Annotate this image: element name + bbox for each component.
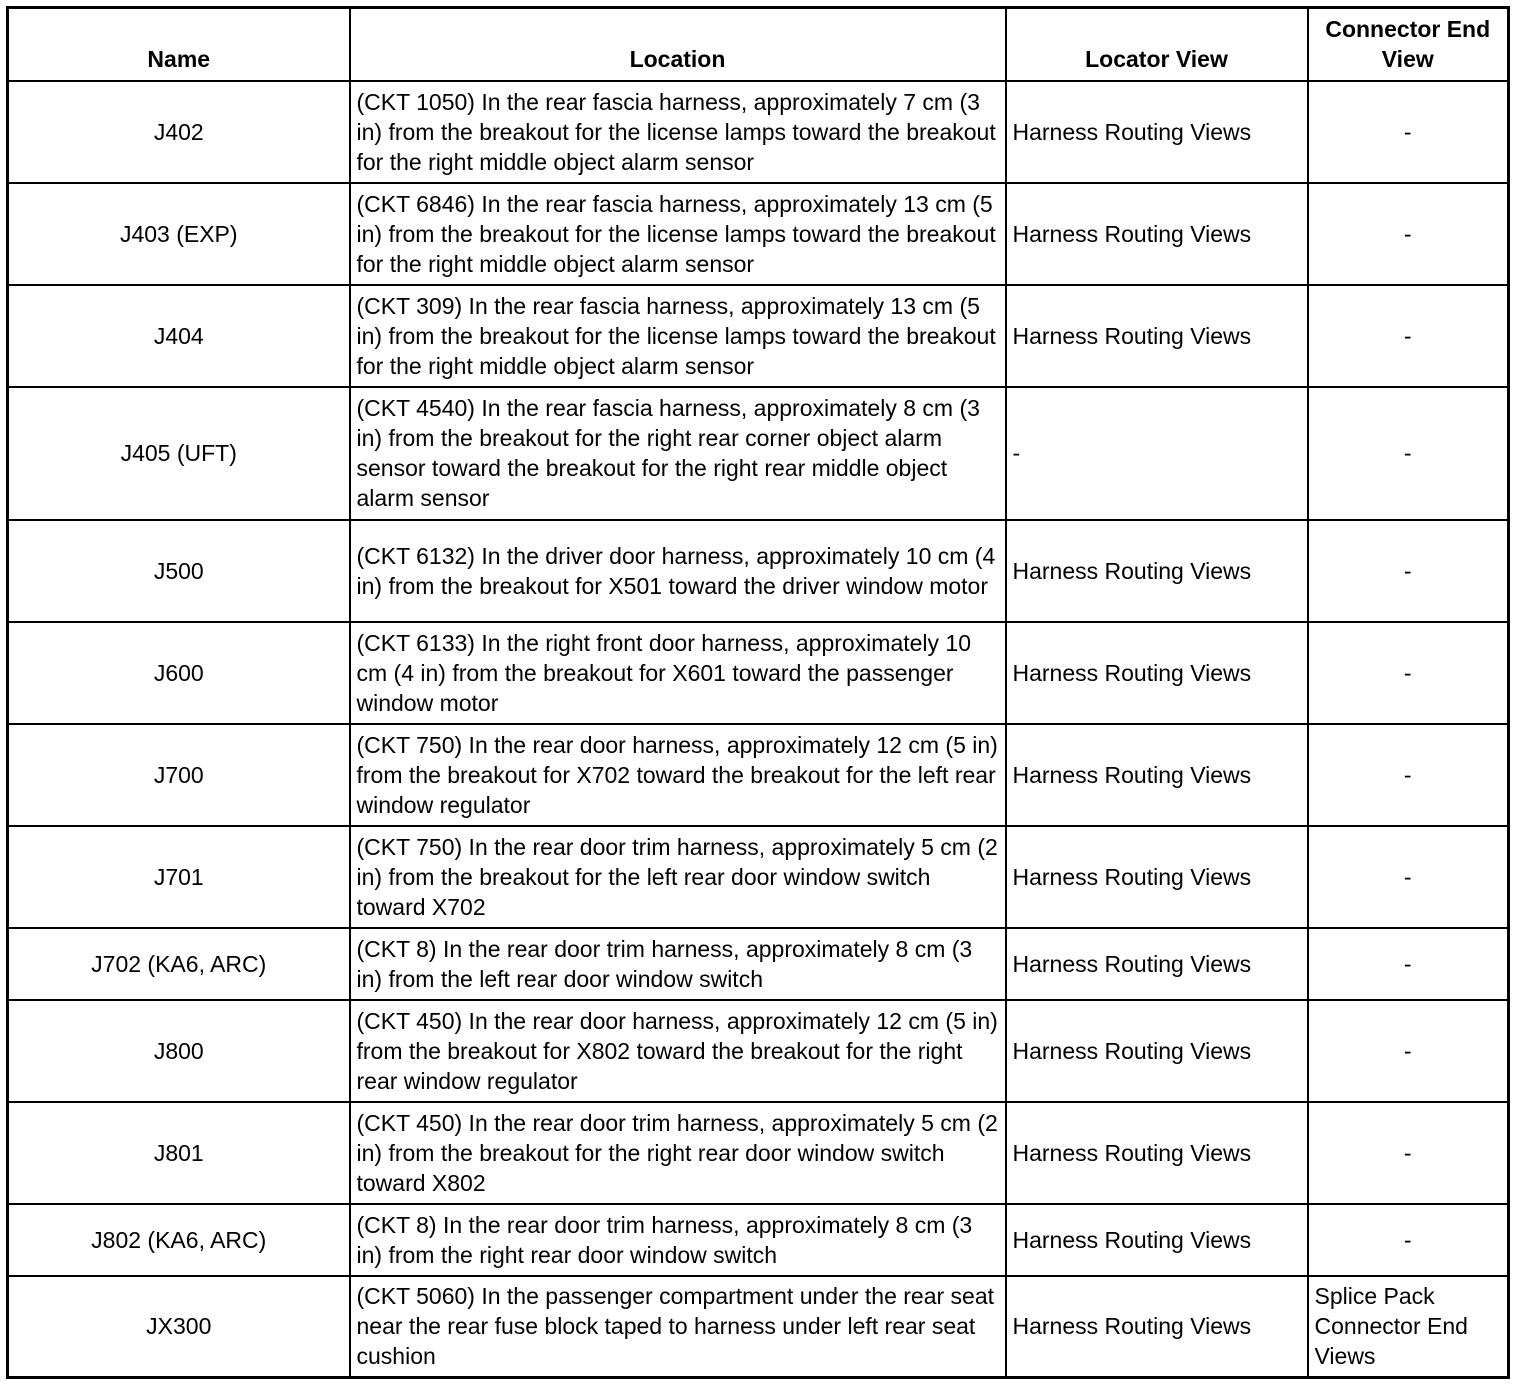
- cell-locator-view-link[interactable]: Harness Routing Views: [1006, 928, 1308, 1000]
- cell-name: J500: [8, 520, 350, 622]
- cell-location: (CKT 8) In the rear door trim harness, approximately 8 cm (3 in) from the right rear door window switch: [350, 1204, 1006, 1276]
- cell-connector-end-view: -: [1308, 622, 1509, 724]
- cell-connector-end-view: -: [1308, 1204, 1509, 1276]
- cell-location: (CKT 750) In the rear door trim harness, approximately 5 cm (2 in) from the breakout for the left rear door window switch toward X702: [350, 826, 1006, 928]
- header-location: Location: [350, 8, 1006, 81]
- cell-connector-end-view: -: [1308, 826, 1509, 928]
- cell-location: (CKT 8) In the rear door trim harness, approximately 8 cm (3 in) from the left rear door window switch: [350, 928, 1006, 1000]
- cell-locator-view-link[interactable]: Harness Routing Views: [1006, 1000, 1308, 1102]
- cell-location: (CKT 6846) In the rear fascia harness, approximately 13 cm (5 in) from the breakout for the license lamps toward the breakout for the right middle object alarm sensor: [350, 183, 1006, 285]
- cell-name: JX300: [8, 1276, 350, 1378]
- cell-connector-end-view: -: [1308, 285, 1509, 387]
- cell-name: J700: [8, 724, 350, 826]
- cell-locator-view-link[interactable]: Harness Routing Views: [1006, 724, 1308, 826]
- cell-locator-view-link[interactable]: Harness Routing Views: [1006, 1102, 1308, 1204]
- splice-location-table: [6, 6, 1510, 1379]
- cell-name: J701: [8, 826, 350, 928]
- cell-location: (CKT 750) In the rear door harness, approximately 12 cm (5 in) from the breakout for X702 toward the breakout for the left rear window regulator: [350, 724, 1006, 826]
- cell-connector-end-view: -: [1308, 928, 1509, 1000]
- table-row: [8, 928, 1509, 1000]
- cell-location: (CKT 1050) In the rear fascia harness, approximately 7 cm (3 in) from the breakout for the license lamps toward the breakout for the right middle object alarm sensor: [350, 81, 1006, 183]
- cell-connector-end-view: -: [1308, 724, 1509, 826]
- header-name: Name: [8, 8, 350, 81]
- cell-connector-end-view: -: [1308, 1102, 1509, 1204]
- cell-locator-view: -: [1006, 387, 1308, 520]
- table-row: [8, 81, 1509, 183]
- header-locator-view: Locator View: [1006, 8, 1308, 81]
- cell-location: (CKT 450) In the rear door harness, approximately 12 cm (5 in) from the breakout for X802 toward the breakout for the right rear window regulator: [350, 1000, 1006, 1102]
- header-connector-end-view: Connector End View: [1308, 8, 1509, 81]
- cell-connector-end-view: -: [1308, 520, 1509, 622]
- cell-locator-view-link[interactable]: Harness Routing Views: [1006, 1276, 1308, 1378]
- cell-location: (CKT 4540) In the rear fascia harness, approximately 8 cm (3 in) from the breakout for the right rear corner object alarm sensor toward the breakout for the right rear middle object alarm sensor: [350, 387, 1006, 520]
- cell-location: (CKT 6132) In the driver door harness, approximately 10 cm (4 in) from the breakout for X501 toward the driver window motor: [350, 520, 1006, 622]
- cell-connector-end-view: -: [1308, 81, 1509, 183]
- cell-locator-view-link[interactable]: Harness Routing Views: [1006, 183, 1308, 285]
- cell-connector-end-view: -: [1308, 387, 1509, 520]
- cell-name: J800: [8, 1000, 350, 1102]
- table-row: [8, 1102, 1509, 1204]
- cell-name: J405 (UFT): [8, 387, 350, 520]
- cell-location: (CKT 5060) In the passenger compartment under the rear seat near the rear fuse block taped to harness under left rear seat cushion: [350, 1276, 1006, 1378]
- table-row: [8, 1276, 1509, 1378]
- cell-connector-end-view: -: [1308, 1000, 1509, 1102]
- cell-location: (CKT 309) In the rear fascia harness, approximately 13 cm (5 in) from the breakout for the license lamps toward the breakout for the right middle object alarm sensor: [350, 285, 1006, 387]
- cell-location: (CKT 6133) In the right front door harness, approximately 10 cm (4 in) from the breakout for X601 toward the passenger window motor: [350, 622, 1006, 724]
- table-row: [8, 724, 1509, 826]
- table-header-row: [8, 8, 1509, 81]
- table-row: [8, 285, 1509, 387]
- cell-name: J600: [8, 622, 350, 724]
- cell-name: J802 (KA6, ARC): [8, 1204, 350, 1276]
- cell-name: J403 (EXP): [8, 183, 350, 285]
- cell-location: (CKT 450) In the rear door trim harness, approximately 5 cm (2 in) from the breakout for the right rear door window switch toward X802: [350, 1102, 1006, 1204]
- table-row: [8, 387, 1509, 520]
- cell-connector-end-view: -: [1308, 183, 1509, 285]
- cell-name: J702 (KA6, ARC): [8, 928, 350, 1000]
- cell-connector-end-view-link[interactable]: Splice Pack Connector End Views: [1308, 1276, 1509, 1378]
- cell-locator-view-link[interactable]: Harness Routing Views: [1006, 1204, 1308, 1276]
- table-row: [8, 520, 1509, 622]
- cell-locator-view-link[interactable]: Harness Routing Views: [1006, 622, 1308, 724]
- table-row: [8, 183, 1509, 285]
- table-row: [8, 1204, 1509, 1276]
- table-row: [8, 826, 1509, 928]
- cell-name: J402: [8, 81, 350, 183]
- table-row: [8, 622, 1509, 724]
- cell-locator-view-link[interactable]: Harness Routing Views: [1006, 81, 1308, 183]
- cell-name: J801: [8, 1102, 350, 1204]
- cell-locator-view-link[interactable]: Harness Routing Views: [1006, 285, 1308, 387]
- table-row: [8, 1000, 1509, 1102]
- cell-name: J404: [8, 285, 350, 387]
- cell-locator-view-link[interactable]: Harness Routing Views: [1006, 826, 1308, 928]
- cell-locator-view-link[interactable]: Harness Routing Views: [1006, 520, 1308, 622]
